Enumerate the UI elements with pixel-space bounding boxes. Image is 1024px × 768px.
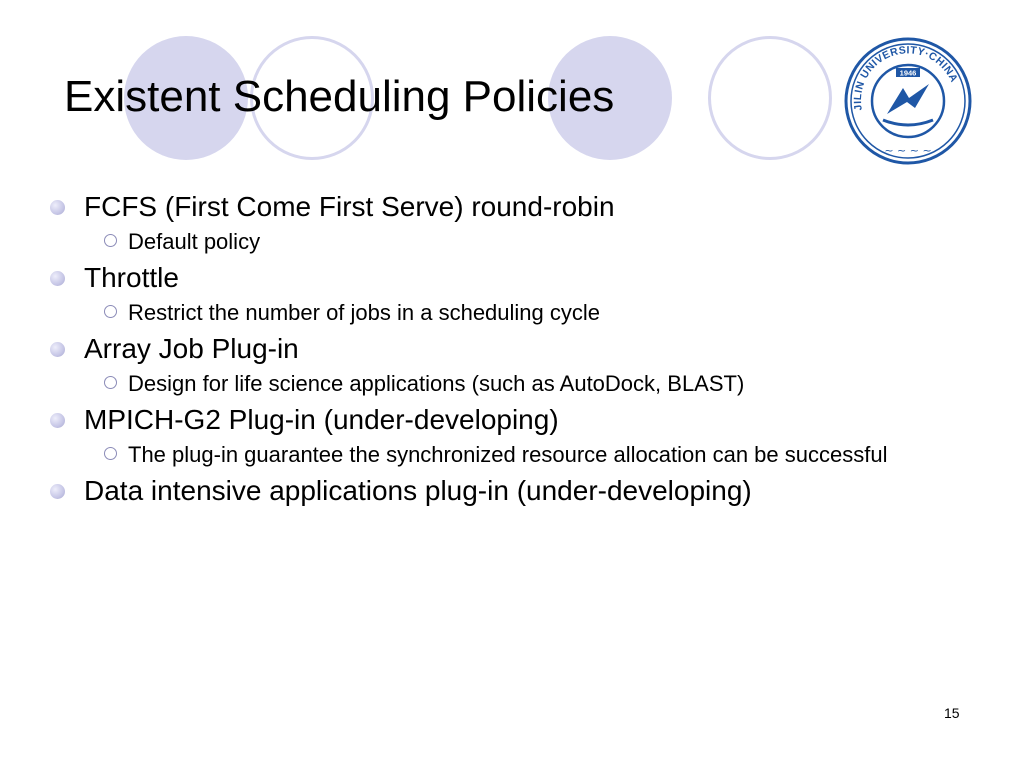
sub-bullet-text: Default policy <box>128 229 261 254</box>
bullet-dot-icon <box>50 484 65 499</box>
bullet-text: MPICH-G2 Plug-in (under-developing) <box>84 404 559 435</box>
bullet-dot-icon <box>50 413 65 428</box>
bullet-text: Throttle <box>84 262 179 293</box>
bullet-dot-icon <box>50 342 65 357</box>
bullet-item <box>46 403 966 437</box>
sub-bullet-text: Restrict the number of jobs in a scheduling cycle <box>128 300 601 325</box>
bullet-ring-icon <box>104 447 117 460</box>
bullet-ring-icon <box>104 376 117 389</box>
slide-title: Existent Scheduling Policies <box>64 72 615 121</box>
sub-bullet-text: Design for life science applications (such as AutoDock, BLAST) <box>128 371 745 396</box>
university-seal-icon <box>843 36 973 166</box>
bullet-list <box>46 190 966 508</box>
decorative-circle-outline <box>708 36 832 160</box>
bullet-item <box>46 261 966 295</box>
bullet-text: Array Job Plug-in <box>84 333 299 364</box>
sub-bullet-item <box>46 441 966 468</box>
page-number: 15 <box>944 705 960 721</box>
logo-year: 1946 <box>899 68 917 78</box>
logo-ring-text: JILIN UNIVERSITY·CHINA <box>851 44 960 112</box>
sub-bullet-item <box>46 370 966 397</box>
bullet-ring-icon <box>104 234 117 247</box>
bullet-item <box>46 332 966 366</box>
bullet-text: FCFS (First Come First Serve) round-robin <box>84 191 615 222</box>
bullet-dot-icon <box>50 200 65 215</box>
sub-bullet-item <box>46 228 966 255</box>
bullet-dot-icon <box>50 271 65 286</box>
sub-bullet-text: The plug-in guarantee the synchronized resource allocation can be successful <box>128 442 888 467</box>
bullet-text: Data intensive applications plug-in (under-developing) <box>84 475 752 506</box>
sub-bullet-item <box>46 299 966 326</box>
bullet-item <box>46 474 966 508</box>
bullet-item <box>46 190 966 224</box>
svg-text:~ ~ ~ ~: ~ ~ ~ ~ <box>884 144 932 157</box>
bullet-ring-icon <box>104 305 117 318</box>
